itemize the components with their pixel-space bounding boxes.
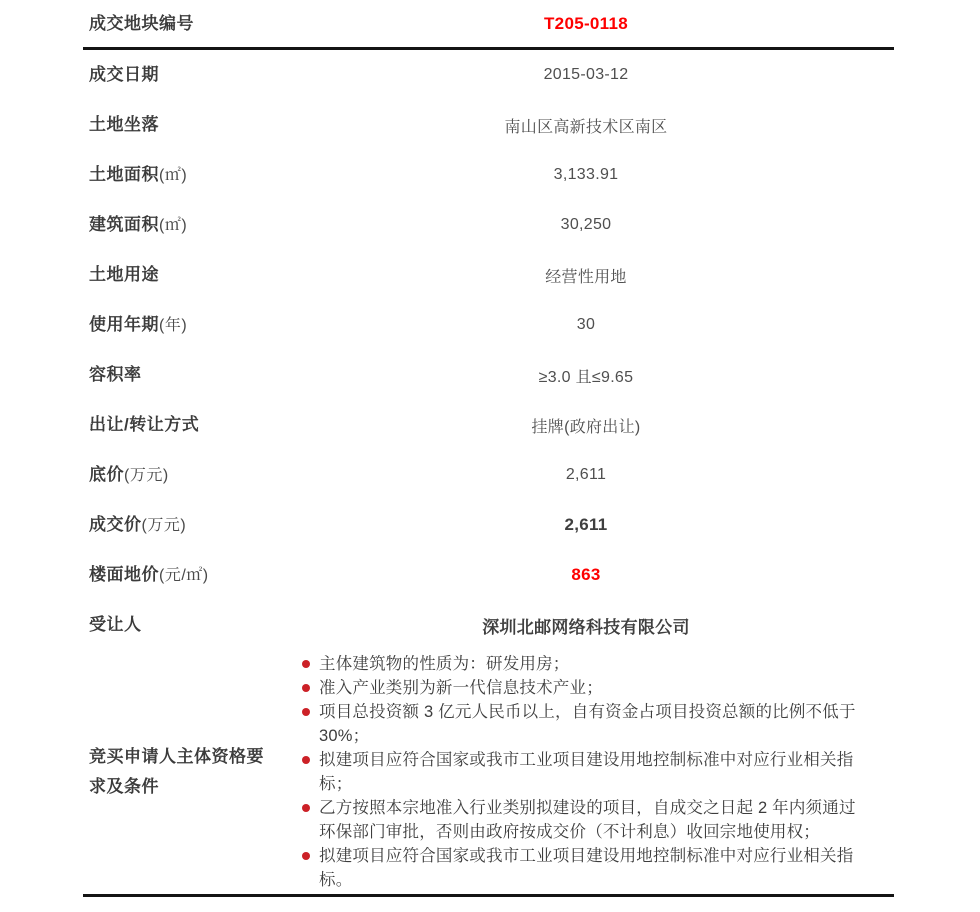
- deal-date-value: 2015-03-12: [543, 66, 629, 83]
- list-item: [302, 796, 858, 844]
- requirement-text: 乙方按照本宗地准入行业类别拟建设的项目，自成交之日起 2 年内须通过环保部门审批，否则由政府按成交价（不计利息）收回宗地使用权；: [319, 799, 856, 841]
- row-label-unit: (㎡): [159, 166, 188, 184]
- table-row-deal-date: [83, 50, 894, 100]
- table-row-tenure-years: [83, 300, 894, 350]
- list-item: [302, 844, 858, 892]
- row-label: 土地用途: [89, 265, 159, 284]
- transfer-method-value: 挂牌(政府出让): [531, 418, 641, 436]
- row-label: 成交日期: [89, 65, 159, 84]
- list-item: [302, 700, 858, 748]
- bullet-icon: [302, 852, 310, 860]
- bullet-icon: [302, 756, 310, 764]
- floor-price-value: 2,611: [565, 466, 607, 483]
- requirement-text: 拟建项目应符合国家或我市工业项目建设用地控制标准中对应行业相关指标；: [319, 751, 854, 793]
- requirement-text: 拟建项目应符合国家或我市工业项目建设用地控制标准中对应行业相关指标。: [319, 847, 854, 889]
- bullet-icon: [302, 804, 310, 812]
- list-item: [302, 676, 858, 700]
- row-label: 底价(万元): [89, 464, 169, 484]
- row-label: 成交地块编号: [89, 13, 194, 33]
- row-label: 出让/转让方式: [89, 415, 200, 434]
- transferee-value: 深圳北邮网络科技有限公司: [482, 617, 690, 637]
- deal-price-value: 2,611: [564, 515, 608, 534]
- requirement-text: 主体建筑物的性质为：研发用房；: [319, 655, 570, 673]
- table-row-transfer-method: [83, 400, 894, 450]
- land-use-value: 经营性用地: [545, 268, 627, 286]
- table-row-land-use: [83, 250, 894, 300]
- table-row-unit-floor-price: [83, 550, 894, 600]
- row-label: 受让人: [89, 615, 142, 634]
- parcel-number-value: T205-0118: [544, 13, 628, 33]
- list-item: [302, 652, 858, 676]
- land-area-value: 3,133.91: [553, 166, 619, 183]
- bullet-icon: [302, 660, 310, 668]
- table-row-deal-price: [83, 500, 894, 550]
- row-label-unit: (年): [159, 316, 188, 334]
- row-label: 容积率: [89, 365, 142, 384]
- list-item: [302, 748, 858, 796]
- requirement-text: 项目总投资额 3 亿元人民币以上，自有资金占项目投资总额的比例不低于 30%；: [319, 703, 856, 745]
- land-transaction-table: [83, 0, 894, 897]
- table-row-plot-ratio: [83, 350, 894, 400]
- table-row-transferee: [83, 600, 894, 650]
- requirements-bullet-list: [278, 652, 858, 892]
- row-label-unit: (万元): [141, 516, 187, 534]
- plot-ratio-value: ≥3.0 且≤9.65: [538, 368, 634, 386]
- bullet-icon: [302, 684, 310, 692]
- row-label: 成交价(万元): [89, 514, 187, 534]
- table-row-parcel-number: [83, 0, 894, 50]
- row-label: 竞买申请人主体资格要求及条件: [89, 747, 264, 796]
- row-label: 土地面积(㎡): [89, 164, 188, 184]
- table-row-floor-price: [83, 450, 894, 500]
- requirement-text: 准入产业类别为新一代信息技术产业；: [319, 679, 603, 697]
- row-label-unit: (元/㎡): [159, 566, 209, 584]
- row-label-unit: (万元): [124, 466, 169, 484]
- land-location-value: 南山区高新技术区南区: [504, 118, 668, 136]
- row-label: 建筑面积(㎡): [89, 214, 188, 234]
- bullet-icon: [302, 708, 310, 716]
- row-label: 楼面地价(元/㎡): [89, 564, 209, 584]
- table-row-bidder-requirements: [83, 650, 894, 897]
- table-row-building-area: [83, 200, 894, 250]
- table-row-land-location: [83, 100, 894, 150]
- row-label-unit: (㎡): [159, 216, 188, 234]
- unit-floor-price-value: 863: [571, 565, 601, 584]
- building-area-value: 30,250: [560, 216, 612, 233]
- table-row-land-area: [83, 150, 894, 200]
- tenure-years-value: 30: [576, 316, 596, 333]
- row-label: 使用年期(年): [89, 314, 188, 334]
- row-label: 土地坐落: [89, 115, 159, 134]
